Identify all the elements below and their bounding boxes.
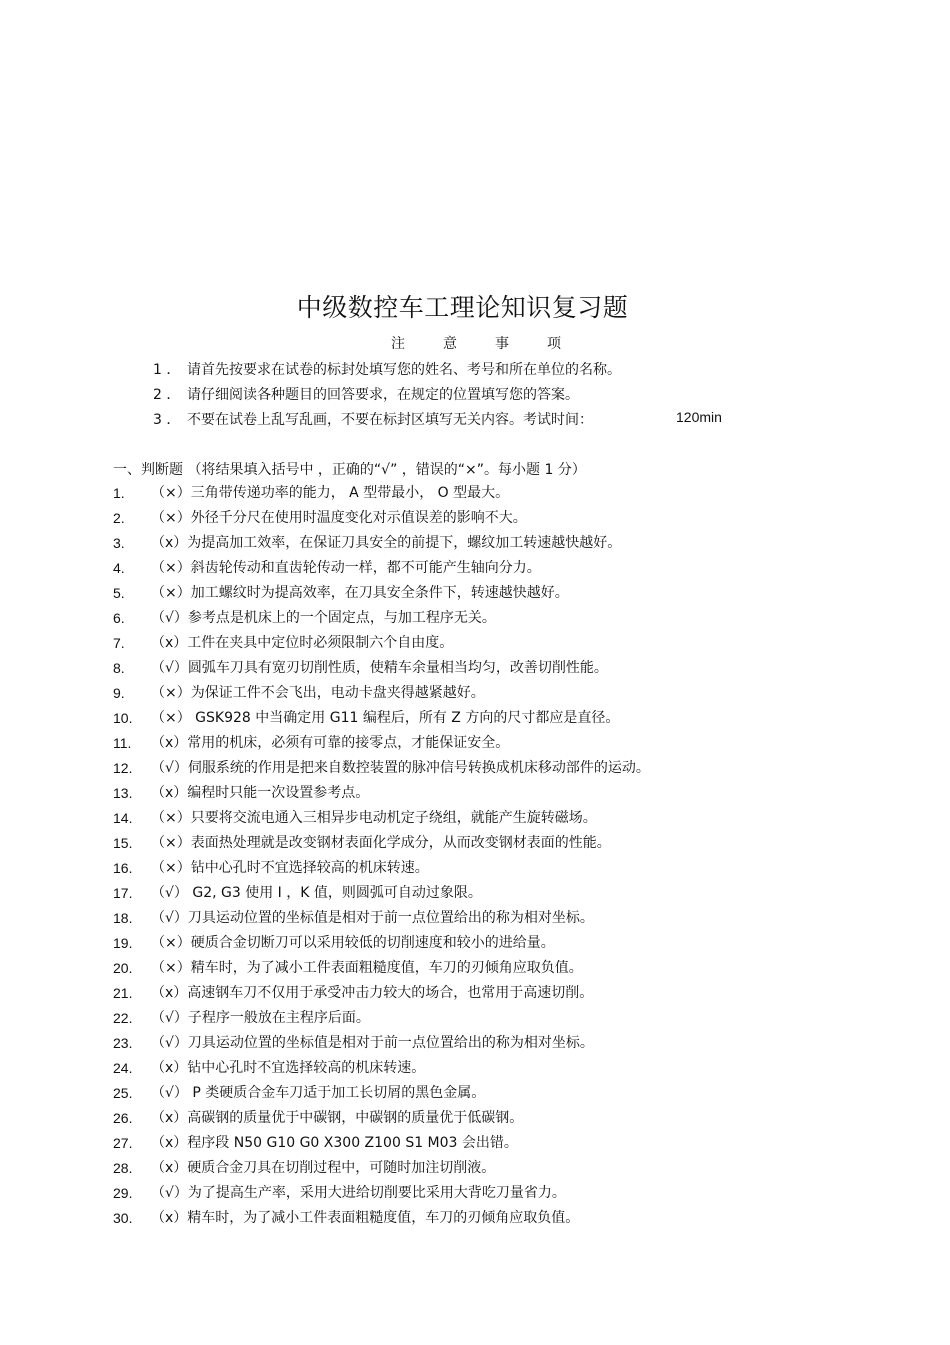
question-number: 26. <box>113 1110 133 1126</box>
question-item <box>113 659 650 684</box>
question-text: （×）只要将交流电通入三相异步电动机定子绕组，就能产生旋转磁场。 <box>151 810 597 826</box>
question-text: （x）高碳钢的质量优于中碳钢，中碳钢的质量优于低碳钢。 <box>151 1110 524 1126</box>
question-item <box>113 884 650 909</box>
question-text: （√） G2, G3 使用 I ，K 值，则圆弧可自动过象限。 <box>151 885 482 901</box>
question-text: （×）硬质合金切断刀可以采用较低的切削速度和较小的进给量。 <box>151 935 555 951</box>
notice-text: 请仔细阅读各种题目的回答要求，在规定的位置填写您的答案。 <box>187 387 579 403</box>
question-number: 12. <box>113 760 133 776</box>
question-text: （×）斜齿轮传动和直齿轮传动一样，都不可能产生轴向分力。 <box>151 560 541 576</box>
question-text: （√）伺服系统的作用是把来自数控装置的脉冲信号转换成机床移动部件的运动。 <box>151 760 650 776</box>
question-item <box>113 534 650 559</box>
question-number: 8. <box>113 660 125 676</box>
question-text: （x）钻中心孔时不宜选择较高的机床转速。 <box>151 1060 426 1076</box>
notice-heading-char: 注 <box>391 336 405 352</box>
question-item <box>113 584 650 609</box>
question-text: （√）参考点是机床上的一个固定点，与加工程序无关。 <box>151 610 496 626</box>
question-item <box>113 1034 650 1059</box>
question-list <box>113 484 650 1234</box>
question-item <box>113 909 650 934</box>
question-text: （x）工件在夹具中定位时必须限制六个自由度。 <box>151 635 454 651</box>
question-number: 27. <box>113 1135 133 1151</box>
question-item <box>113 1109 650 1134</box>
question-number: 18. <box>113 910 133 926</box>
question-number: 30. <box>113 1210 133 1226</box>
question-text: （×）加工螺纹时为提高效率，在刀具安全条件下，转速越快越好。 <box>151 585 569 601</box>
question-text: （x）硬质合金刀具在切削过程中，可随时加注切削液。 <box>151 1160 496 1176</box>
question-item <box>113 684 650 709</box>
notice-item <box>153 359 621 379</box>
notice-item <box>153 409 593 429</box>
question-item <box>113 609 650 634</box>
question-number: 5. <box>113 585 125 601</box>
question-text: （x）常用的机床，必须有可靠的接零点，才能保证安全。 <box>151 735 510 751</box>
question-item <box>113 1184 650 1209</box>
question-item <box>113 1134 650 1159</box>
question-number: 28. <box>113 1160 133 1176</box>
notice-heading-char: 项 <box>547 336 561 352</box>
question-item <box>113 1159 650 1184</box>
question-text: （√）为了提高生产率，采用大进给切削要比采用大背吃刀量省力。 <box>151 1185 566 1201</box>
question-number: 4. <box>113 560 125 576</box>
question-text: （×）外径千分尺在使用时温度变化对示值误差的影响不大。 <box>151 510 527 526</box>
section-title: 一、判断题 （将结果填入括号中 ，正确的“√” ，错误的“×”。每小题 1 分） <box>113 462 586 478</box>
question-item <box>113 559 650 584</box>
question-number: 13. <box>113 785 133 801</box>
question-text: （√）刀具运动位置的坐标值是相对于前一点位置给出的称为相对坐标。 <box>151 910 594 926</box>
question-item <box>113 1084 650 1109</box>
question-number: 7. <box>113 635 125 651</box>
question-text: （√） P 类硬质合金车刀适于加工长切屑的黑色金属。 <box>151 1085 486 1101</box>
question-item <box>113 759 650 784</box>
question-number: 25. <box>113 1085 133 1101</box>
question-text: （x）程序段 N50 G10 G0 X300 Z100 S1 M03 会出错。 <box>151 1135 518 1151</box>
question-number: 6. <box>113 610 125 626</box>
question-number: 29. <box>113 1185 133 1201</box>
question-text: （√）刀具运动位置的坐标值是相对于前一点位置给出的称为相对坐标。 <box>151 1035 594 1051</box>
question-number: 23. <box>113 1035 133 1051</box>
question-text: （×）为保证工件不会飞出，电动卡盘夹得越紧越好。 <box>151 685 485 701</box>
exam-time: 120min <box>676 409 722 425</box>
question-item <box>113 934 650 959</box>
question-number: 19. <box>113 935 133 951</box>
question-item <box>113 634 650 659</box>
question-number: 3. <box>113 535 125 551</box>
question-number: 20. <box>113 960 133 976</box>
notice-heading-char: 事 <box>495 336 509 352</box>
notice-heading-char: 意 <box>443 336 457 352</box>
question-text: （x）高速钢车刀不仅用于承受冲击力较大的场合，也常用于高速切削。 <box>151 985 594 1001</box>
question-text: （×）钻中心孔时不宜选择较高的机床转速。 <box>151 860 429 876</box>
question-number: 16. <box>113 860 133 876</box>
notice-text: 请首先按要求在试卷的标封处填写您的姓名、考号和所在单位的名称。 <box>187 362 621 378</box>
question-item <box>113 834 650 859</box>
question-item <box>113 984 650 1009</box>
question-text: （×） GSK928 中当确定用 G11 编程后，所有 Z 方向的尺寸都应是直径。 <box>151 710 620 726</box>
notice-text: 不要在试卷上乱写乱画，不要在标封区填写无关内容。考试时间： <box>187 412 593 428</box>
question-number: 14. <box>113 810 133 826</box>
notice-heading <box>391 333 561 353</box>
question-item <box>113 859 650 884</box>
question-item <box>113 1209 650 1234</box>
notice-item <box>153 384 579 404</box>
question-item <box>113 509 650 534</box>
question-item <box>113 959 650 984</box>
question-text: （x）精车时，为了减小工件表面粗糙度值，车刀的刃倾角应取负值。 <box>151 1210 580 1226</box>
question-item <box>113 734 650 759</box>
notice-number: 2 ． <box>153 387 181 403</box>
question-text: （√）圆弧车刀具有宽刃切削性质，使精车余量相当均匀，改善切削性能。 <box>151 660 608 676</box>
question-item <box>113 1009 650 1034</box>
question-number: 24. <box>113 1060 133 1076</box>
question-number: 11. <box>113 735 132 751</box>
document-title: 中级数控车工理论知识复习题 <box>296 293 629 322</box>
question-text: （×）精车时，为了减小工件表面粗糙度值，车刀的刃倾角应取负值。 <box>151 960 583 976</box>
question-number: 1. <box>113 485 125 501</box>
question-number: 15. <box>113 835 133 851</box>
question-number: 21. <box>113 985 133 1001</box>
question-text: （√）子程序一般放在主程序后面。 <box>151 1010 370 1026</box>
question-text: （x）为提高加工效率，在保证刀具安全的前提下，螺纹加工转速越快越好。 <box>151 535 622 551</box>
question-item <box>113 809 650 834</box>
question-number: 22. <box>113 1010 133 1026</box>
question-text: （×）三角带传递功率的能力， A 型带最小， O 型最大。 <box>151 485 510 501</box>
notice-number: 3 ． <box>153 412 181 428</box>
question-text: （x）编程时只能一次设置参考点。 <box>151 785 370 801</box>
question-item <box>113 1059 650 1084</box>
question-number: 17. <box>113 885 133 901</box>
question-item <box>113 484 650 509</box>
question-number: 9. <box>113 685 125 701</box>
question-number: 2. <box>113 510 125 526</box>
question-text: （×）表面热处理就是改变钢材表面化学成分，从而改变钢材表面的性能。 <box>151 835 611 851</box>
notice-number: 1 ． <box>153 362 181 378</box>
question-item <box>113 784 650 809</box>
question-item <box>113 709 650 734</box>
question-number: 10. <box>113 710 133 726</box>
